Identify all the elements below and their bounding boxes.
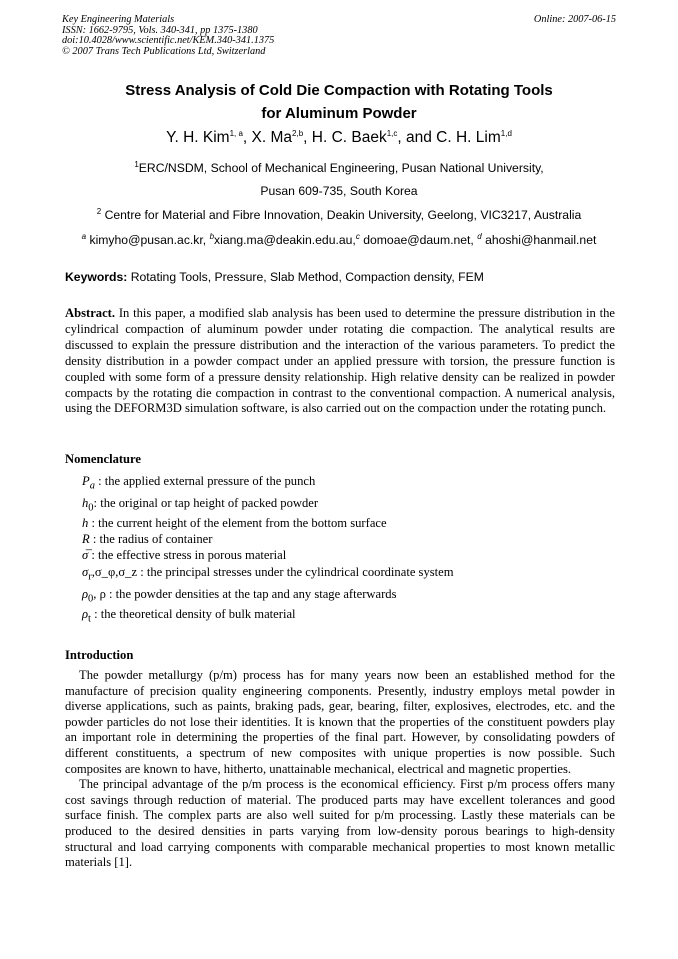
nomenclature-desc: : the theoretical density of bulk material xyxy=(90,607,296,621)
affiliation-1 xyxy=(0,161,678,175)
symbol-sub: t xyxy=(88,613,91,625)
online-date: Online: 2007-06-15 xyxy=(533,14,616,25)
paragraph: The principal advantage of the p/m process is the economical efficiency. First p/m process offers many cost savings through reduction of material. The produced parts may have excellent tolerances and good surface finish. The complex parts are also well suited for p/m processing. Lastly these materials can be produced to the desired densities in parts varying from low-density porous bearings to high-density structural and load carrying components with comparable mechanical properties to most known metallic materials [1]. xyxy=(65,777,615,870)
affiliation-1-line2: Pusan 609-735, South Korea xyxy=(260,184,418,198)
nomenclature-desc: : the radius of container xyxy=(89,532,213,546)
symbol-sub: 0 xyxy=(88,593,94,605)
symbol: σ̅ xyxy=(82,548,89,562)
nomenclature-desc: , ρ : the powder densities at the tap and any stage afterwards xyxy=(93,587,397,601)
keywords-text: Rotating Tools, Pressure, Slab Method, Compaction density, FEM xyxy=(130,270,484,284)
author: H. C. Baek xyxy=(311,129,387,146)
nomenclature-item xyxy=(82,587,396,605)
affiliation-2 xyxy=(0,208,678,222)
email-link[interactable]: domoae@daum.net, xyxy=(363,233,474,247)
nomenclature-desc: : the current height of the element from the bottom surface xyxy=(88,516,387,530)
aff-sup: 2 xyxy=(96,206,102,216)
symbol: R xyxy=(82,532,90,546)
nomenclature-item xyxy=(82,516,387,531)
title-line2: for Aluminum Powder xyxy=(261,105,417,122)
issn: ISSN: 1662-9795, Vols. 340-341, pp 1375-1380 xyxy=(62,24,258,36)
aff-text: ERC/NSDM, School of Mechanical Engineering, Pusan National University, xyxy=(138,161,544,175)
symbol-sub: 0 xyxy=(88,502,94,514)
symbol: σ xyxy=(82,565,89,579)
nomenclature-item xyxy=(82,548,286,563)
author-sup: 2,b xyxy=(292,128,304,138)
abstract-text: In this paper, a modified slab analysis has been used to determine the pressure distribution in the cylindrical compaction of aluminum powder under rotating die compaction. The analytical results are discussed to explain the pressure distribution and the interaction of the various parameters. To predict the density distribution in a powder compact under an applied pressure with torsion, the pressure function is coupled with some form of a pressure density relationship. High relative density can be realized in powder compacts by the rotating die compaction in contrast to the conventional compaction. A numerical analysis, using the DEFORM3D simulation software, is also carried out on the compaction under the rotating punch. xyxy=(65,306,615,416)
email-sup: b xyxy=(209,231,215,241)
nomenclature-desc: : the effective stress in porous material xyxy=(88,548,287,562)
sep: , and xyxy=(397,129,437,146)
nomenclature-item xyxy=(82,474,315,492)
sep: , xyxy=(242,129,252,146)
email-link[interactable]: kimyho@pusan.ac.kr, xyxy=(89,233,207,247)
introduction-heading: Introduction xyxy=(65,648,134,662)
nomenclature-desc: ,σ_φ,σ_z : the principal stresses under the cylindrical coordinate system xyxy=(91,565,454,579)
abstract-label: Abstract. xyxy=(65,306,116,320)
sep: , xyxy=(303,129,312,146)
journal-info xyxy=(62,15,274,57)
author-sup: 1,c xyxy=(386,128,398,138)
aff-text: Centre for Material and Fibre Innovation, Deakin University, Geelong, VIC3217, Australia xyxy=(104,208,582,222)
doi: doi:10.4028/www.scientific.net/KEM.340-341.1375 xyxy=(62,35,275,46)
email-sup: c xyxy=(355,231,360,241)
symbol: ρ xyxy=(82,587,89,601)
email-sup: d xyxy=(477,231,482,241)
keywords xyxy=(65,270,484,284)
author: X. Ma xyxy=(251,129,293,146)
emails xyxy=(0,233,678,247)
keywords-label: Keywords: xyxy=(65,270,128,284)
email-sup: a xyxy=(81,231,87,241)
symbol: ρ xyxy=(82,607,89,621)
email-link[interactable]: xiang.ma@deakin.edu.au, xyxy=(214,233,356,247)
author-sup: 1, a xyxy=(229,128,243,138)
email-link[interactable]: ahoshi@hanmail.net xyxy=(485,233,597,247)
introduction-body xyxy=(65,668,615,871)
nomenclature-item xyxy=(82,496,318,514)
nomenclature-heading: Nomenclature xyxy=(65,452,142,466)
author: C. H. Lim xyxy=(436,129,501,146)
author-sup: 1,d xyxy=(500,128,512,138)
abstract xyxy=(65,306,615,417)
symbol: h xyxy=(82,496,89,510)
nomenclature-item xyxy=(82,565,454,583)
symbol-sub: r xyxy=(88,571,92,583)
authors xyxy=(0,129,678,147)
symbol-sub: a xyxy=(89,480,95,492)
paragraph: The powder metallurgy (p/m) process has for many years now been an established method for the manufacture of precision quality engineering components. Presently, industry employs metal powder in diverse applications, such as paints, braking pads, gear, bearing, filter, explosives, electrodes, etc. and the powder particles do not lose their identities. It is known that the properties of the constituent powders play an important role in determining the properties of the final part. However, by consolidating powders of different constituents, a spectrum of new composites with unique properties is now possible. Such composites are known to have, hitherto, unattainable mechanical, electrical and magnetic properties. xyxy=(65,668,615,776)
copyright: © 2007 Trans Tech Publications Ltd, Switzerland xyxy=(62,45,266,57)
journal-name: Key Engineering Materials xyxy=(62,14,175,25)
aff-sup: 1 xyxy=(134,159,139,169)
nomenclature-item xyxy=(82,532,212,547)
nomenclature-desc: : the applied external pressure of the punch xyxy=(94,474,316,488)
author: Y. H. Kim xyxy=(166,129,230,146)
title-line1: Stress Analysis of Cold Die Compaction with Rotating Tools xyxy=(125,82,553,99)
symbol: P xyxy=(82,474,90,488)
symbol: h xyxy=(82,516,89,530)
nomenclature-desc: : the original or tap height of packed powder xyxy=(93,496,319,510)
nomenclature-item xyxy=(82,607,296,625)
